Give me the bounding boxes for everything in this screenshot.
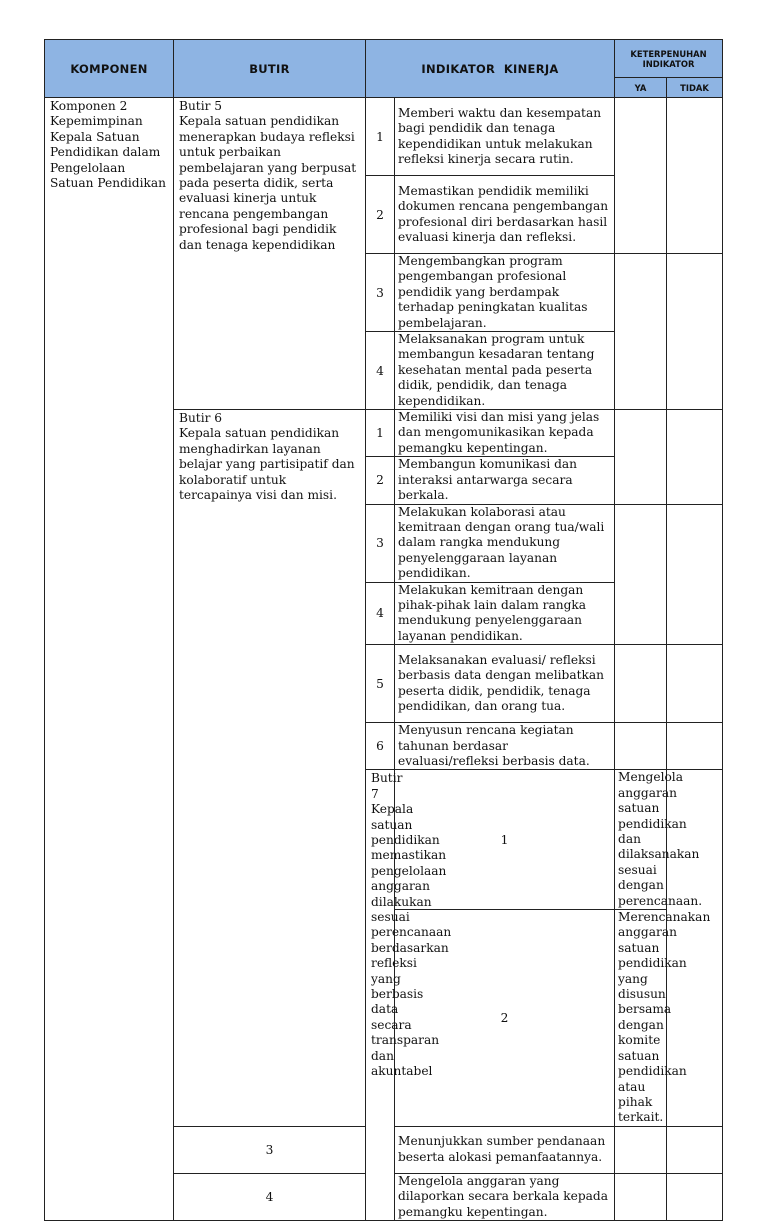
indicator-text: Melakukan kolaborasi atau kemitraan dengan orang tua/wali dalam rangka mendukung penyelenggaraan layanan pendidikan. (395, 504, 615, 582)
tidak-checkbox-cell[interactable] (667, 723, 723, 770)
indicator-number: 4 (174, 1173, 366, 1220)
header-keterpenuhan-indikator: KETERPENUHAN INDIKATOR (615, 40, 723, 78)
indicator-text: Membangun komunikasi dan interaksi antarwarga secara berkala. (395, 457, 615, 504)
ya-checkbox-cell[interactable] (615, 1173, 667, 1220)
indicator-text: Memberi waktu dan kesempatan bagi pendidik dan tenaga kependidikan untuk melakukan refleksi kinerja secara rutin. (395, 98, 615, 176)
indicator-number: 3 (366, 504, 395, 582)
ya-checkbox-cell[interactable] (615, 645, 667, 723)
indicator-text: Menyusun rencana kegiatan tahunan berdasar evaluasi/refleksi berbasis data. (395, 723, 615, 770)
butir-description: Kepala satuan pendidikan menghadirkan layanan belajar yang partisipatif dan kolaboratif untuk tercapainya visi dan misi. (179, 426, 355, 503)
indicator-number: 2 (366, 457, 395, 504)
ya-checkbox-cell[interactable] (615, 1126, 667, 1173)
indicator-text: Mengelola anggaran satuan pendidikan dan dilaksanakan sesuai dengan perencanaan. (615, 770, 667, 910)
indicator-text: Melakukan kemitraan dengan pihak-pihak lain dalam rangka mendukung penyelenggaraan layanan pendidikan. (395, 582, 615, 645)
ya-checkbox-cell[interactable] (615, 504, 667, 645)
indicator-number: 6 (366, 723, 395, 770)
indicator-text: Melaksanakan evaluasi/ refleksi berbasis data dengan melibatkan peserta didik, pendidik, tenaga pendidikan, dan orang tua. (395, 645, 615, 723)
indicator-number: 3 (174, 1126, 366, 1173)
butir-cell (174, 410, 366, 1127)
butir-title: Butir 5 (179, 99, 223, 113)
indicator-text: Menunjukkan sumber pendanaan beserta alokasi pemanfaatannya. (395, 1126, 615, 1173)
indicator-text: Memastikan pendidik memiliki dokumen rencana pengembangan profesional diri berdasarkan hasil evaluasi kinerja dan refleksi. (395, 176, 615, 254)
ya-checkbox-cell[interactable] (615, 98, 667, 254)
indicator-number: 5 (366, 645, 395, 723)
tidak-checkbox-cell[interactable] (667, 410, 723, 504)
tidak-checkbox-cell[interactable] (667, 98, 723, 254)
tidak-checkbox-cell[interactable] (667, 1173, 723, 1220)
header-ya: YA (615, 78, 667, 98)
header-tidak: TIDAK (667, 78, 723, 98)
tidak-checkbox-cell[interactable] (667, 254, 723, 410)
butir-description: Kepala satuan pendidikan memastikan pengelolaan anggaran dilakukan sesuai perencanaan berdasarkan refleksi yang berbasis data secara transparan dan akuntabel (371, 802, 452, 1079)
indicator-number: 2 (366, 176, 395, 254)
indicator-table (44, 39, 723, 1221)
indicator-number: 3 (366, 254, 395, 332)
ya-checkbox-cell[interactable] (615, 410, 667, 504)
butir-cell (366, 770, 452, 1221)
indicator-number: 4 (366, 582, 395, 645)
indicator-number: 1 (395, 770, 615, 910)
header-indikator-kinerja: INDIKATOR KINERJA (366, 40, 615, 98)
header-komponen: KOMPONEN (45, 40, 174, 98)
indicator-text: Melaksanakan program untuk membangun kesadaran tentang kesehatan mental pada peserta didik, pendidik, dan tenaga kependidikan. (395, 332, 615, 410)
indicator-text: Mengelola anggaran yang dilaporkan secara berkala kepada pemangku kepentingan. (395, 1173, 615, 1220)
butir-description: Kepala satuan pendidikan menerapkan budaya refleksi untuk perbaikan pembelajaran yang berpusat pada peserta didik, serta evaluasi kinerja untuk rencana pengembangan profesional bagi pendidik dan tenaga kependidikan (179, 114, 357, 252)
indicator-text: Memiliki visi dan misi yang jelas dan mengomunikasikan kepada pemangku kepentingan. (395, 410, 615, 457)
tidak-checkbox-cell[interactable] (667, 645, 723, 723)
indicator-number: 1 (366, 410, 395, 457)
indicator-number: 1 (366, 98, 395, 176)
tidak-checkbox-cell[interactable] (667, 1126, 723, 1173)
indicator-number: 4 (366, 332, 395, 410)
tidak-checkbox-cell[interactable] (667, 504, 723, 645)
komponen-cell: Komponen 2 Kepemimpinan Kepala Satuan Pendidikan dalam Pengelolaan Satuan Pendidikan (45, 98, 174, 1221)
ya-checkbox-cell[interactable] (615, 723, 667, 770)
indicator-text: Mengembangkan program pengembangan profesional pendidik yang berdampak terhadap peningkatan kualitas pembelajaran. (395, 254, 615, 332)
ya-checkbox-cell[interactable] (615, 254, 667, 410)
butir-title: Butir 7 (371, 771, 403, 801)
indicator-number: 2 (395, 910, 615, 1127)
butir-title: Butir 6 (179, 411, 223, 426)
indicator-text: Merencanakan anggaran satuan pendidikan yang disusun bersama dengan komite satuan pendidikan atau pihak terkait. (615, 910, 667, 1127)
table-row (45, 98, 723, 176)
header-butir: BUTIR (174, 40, 366, 98)
butir-cell (174, 98, 366, 410)
